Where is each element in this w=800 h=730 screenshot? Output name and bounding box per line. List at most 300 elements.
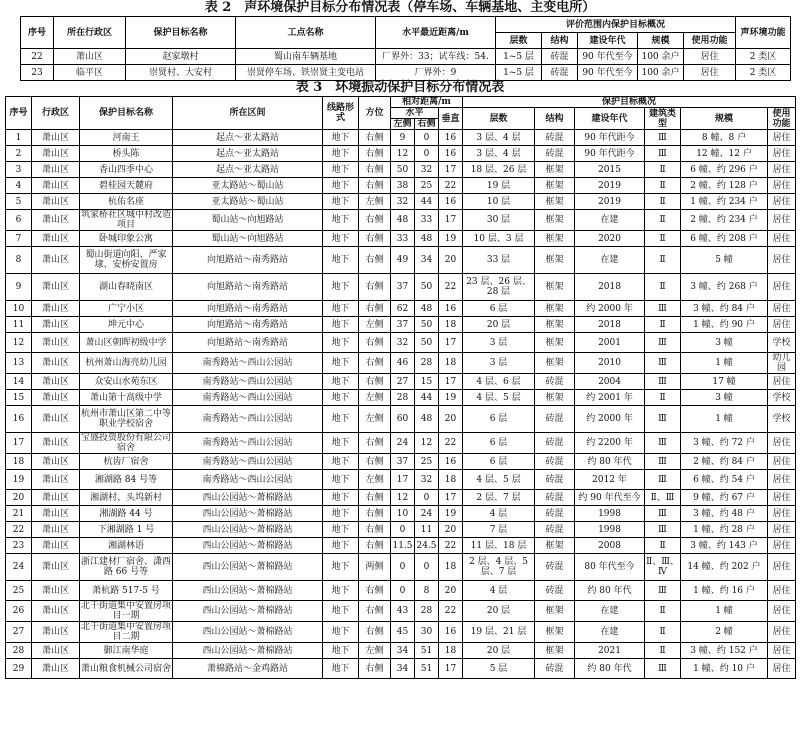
table-cell: 4 层、5 层 bbox=[463, 390, 535, 406]
table-cell: 居住 bbox=[768, 470, 796, 490]
table-cell: 湖山春晓南区 bbox=[80, 274, 173, 301]
table-cell: 10 层、3 层 bbox=[463, 231, 535, 247]
table-row bbox=[6, 601, 796, 622]
table-cell: Ⅲ bbox=[645, 454, 681, 470]
table-cell: 20 bbox=[6, 490, 32, 506]
table-cell: 1 幢 bbox=[681, 406, 768, 433]
table-cell: 御江南华庭 bbox=[80, 643, 173, 659]
table-cell: 砖混 bbox=[535, 146, 575, 162]
table-cell: 80 年代至今 bbox=[575, 554, 645, 581]
header-site: 工点名称 bbox=[236, 17, 376, 49]
table-cell: 17 bbox=[439, 210, 463, 231]
table-cell: 23 bbox=[6, 538, 32, 554]
table-cell: 18 bbox=[439, 554, 463, 581]
table-cell: 9 bbox=[391, 130, 415, 146]
table-cell: 23 层、26 层、28 层 bbox=[463, 274, 535, 301]
table-cell: 地下 bbox=[323, 522, 359, 538]
table-cell: 西山公园站～萧棉路站 bbox=[173, 538, 323, 554]
table-cell: 右侧 bbox=[359, 374, 391, 390]
table-row bbox=[6, 178, 796, 194]
table-cell: 向旭路站～南秀路站 bbox=[173, 301, 323, 317]
table-cell: 地下 bbox=[323, 194, 359, 210]
table-cell: 1~5 层 bbox=[496, 65, 542, 81]
table-cell: 2 类区 bbox=[736, 65, 791, 81]
table-row bbox=[6, 490, 796, 506]
table-cell: 居住 bbox=[768, 162, 796, 178]
table-cell: 13 bbox=[6, 353, 32, 374]
table-cell: 萧山区 bbox=[32, 433, 80, 454]
table-cell: 12 幢、12 户 bbox=[681, 146, 768, 162]
table-cell: 0 bbox=[415, 130, 439, 146]
table-cell: 众安山水苑东区 bbox=[80, 374, 173, 390]
table-cell: 27 bbox=[391, 374, 415, 390]
table-cell: 21 bbox=[6, 506, 32, 522]
table-cell: 框架 bbox=[535, 301, 575, 317]
table-cell: 2 幢 bbox=[681, 622, 768, 643]
table-cell: 2 幢、约 234 户 bbox=[681, 210, 768, 231]
table-row bbox=[6, 406, 796, 433]
table-cell: 居住 bbox=[768, 659, 796, 679]
table-cell: 11 层、18 层 bbox=[463, 538, 535, 554]
table-row bbox=[6, 194, 796, 210]
table-cell: 右侧 bbox=[359, 601, 391, 622]
table-cell: Ⅱ、Ⅲ、Ⅳ bbox=[645, 554, 681, 581]
table-cell: 框架 bbox=[535, 538, 575, 554]
header-direction: 方位 bbox=[359, 97, 391, 130]
table-cell: 2020 bbox=[575, 231, 645, 247]
table-cell: Ⅲ bbox=[645, 353, 681, 374]
table-cell: 2010 bbox=[575, 353, 645, 374]
table3-title: 表 3 环境振动保护目标分布情况表 bbox=[295, 80, 505, 95]
table-cell: Ⅱ bbox=[645, 643, 681, 659]
table-cell: 南秀路站～西山公园站 bbox=[173, 454, 323, 470]
table-cell: 3 层、4 层 bbox=[463, 130, 535, 146]
table-cell: 17 bbox=[439, 659, 463, 679]
table-cell: 约 80 年代 bbox=[575, 454, 645, 470]
table-cell: 右侧 bbox=[359, 454, 391, 470]
table-cell: 3 幢、约 48 户 bbox=[681, 506, 768, 522]
header-horizontal: 水平 bbox=[391, 108, 439, 119]
table-row bbox=[6, 231, 796, 247]
table-cell: 南秀路站～西山公园站 bbox=[173, 353, 323, 374]
table-cell: 1998 bbox=[575, 506, 645, 522]
table-cell: 右侧 bbox=[359, 659, 391, 679]
table-cell: 16 bbox=[439, 194, 463, 210]
table-cell: 地下 bbox=[323, 622, 359, 643]
table-row bbox=[6, 433, 796, 454]
table-cell: 11 bbox=[415, 522, 439, 538]
table2-body bbox=[21, 49, 791, 81]
table-cell: 地下 bbox=[323, 130, 359, 146]
table-cell: 萧山区 bbox=[32, 490, 80, 506]
table-cell: 29 bbox=[6, 659, 32, 679]
header-building-type: 建筑类型 bbox=[645, 108, 681, 130]
table-cell: 0 bbox=[415, 554, 439, 581]
table-cell: 左侧 bbox=[359, 390, 391, 406]
table-cell: 3 层、4 层 bbox=[463, 146, 535, 162]
table-cell: 地下 bbox=[323, 554, 359, 581]
table-cell: 居住 bbox=[768, 178, 796, 194]
table-cell: Ⅲ bbox=[645, 470, 681, 490]
table-row bbox=[6, 538, 796, 554]
table-cell: 62 bbox=[391, 301, 415, 317]
table-cell: 2004 bbox=[575, 374, 645, 390]
table-cell: 4 层 bbox=[463, 506, 535, 522]
table-cell: 幼儿园 bbox=[768, 353, 796, 374]
table-cell: 2008 bbox=[575, 538, 645, 554]
table-cell: 22 bbox=[6, 522, 32, 538]
table-cell: 6 层 bbox=[463, 433, 535, 454]
table-cell: 约 2000 年 bbox=[575, 301, 645, 317]
table-cell: 河南王 bbox=[80, 130, 173, 146]
table-cell: 左侧 bbox=[359, 317, 391, 333]
table-cell: 地下 bbox=[323, 643, 359, 659]
table-cell: Ⅲ bbox=[645, 659, 681, 679]
table-cell: 萧山第十高级中学 bbox=[80, 390, 173, 406]
table-cell: 3 层 bbox=[463, 333, 535, 353]
table-cell: 萧山区 bbox=[32, 522, 80, 538]
table-cell: 3 bbox=[6, 162, 32, 178]
table-cell: 框架 bbox=[535, 162, 575, 178]
table-cell: 12 bbox=[415, 433, 439, 454]
table-cell: 萧山区 bbox=[32, 130, 80, 146]
table-cell: 西山公园站～萧棉路站 bbox=[173, 490, 323, 506]
table-cell: 19 bbox=[439, 231, 463, 247]
table-cell: 17 bbox=[439, 333, 463, 353]
table-cell: 蜀山街道向阳、严家埭、安桥安置房 bbox=[80, 247, 173, 274]
table-cell: 左侧 bbox=[359, 406, 391, 433]
header-zone: 声环境功能 bbox=[736, 17, 791, 49]
table-cell: 37 bbox=[391, 274, 415, 301]
header-no: 序号 bbox=[6, 97, 32, 130]
table-cell: 48 bbox=[391, 210, 415, 231]
table-cell: 44 bbox=[415, 194, 439, 210]
header-floors: 层数 bbox=[496, 33, 542, 49]
table-cell: 学校 bbox=[768, 390, 796, 406]
table-cell: 框架 bbox=[535, 231, 575, 247]
header-vertical: 垂直 bbox=[439, 108, 463, 130]
table-cell: 萧山区 bbox=[32, 659, 80, 679]
table-cell: 居住 bbox=[768, 231, 796, 247]
table-cell: 0 bbox=[391, 522, 415, 538]
table-cell: 6 幢、约 54 户 bbox=[681, 470, 768, 490]
table-cell: 5 bbox=[6, 194, 32, 210]
table-cell: 萧山区 bbox=[32, 301, 80, 317]
table-cell: 西山公园站～萧棉路站 bbox=[173, 643, 323, 659]
table-cell: 框架 bbox=[535, 317, 575, 333]
table-cell: 2018 bbox=[575, 317, 645, 333]
table-cell: 居住 bbox=[768, 210, 796, 231]
table-cell: 萧山区 bbox=[32, 231, 80, 247]
table-cell: 1 幢、约 28 户 bbox=[681, 522, 768, 538]
table-cell: 32 bbox=[415, 162, 439, 178]
header-district: 所在行政区 bbox=[54, 17, 126, 49]
table-cell: 居住 bbox=[768, 554, 796, 581]
table-cell: 地下 bbox=[323, 353, 359, 374]
table-cell: 90 年代距今 bbox=[575, 146, 645, 162]
table-cell: 15 bbox=[6, 390, 32, 406]
table-cell: 7 bbox=[6, 231, 32, 247]
table-cell: 34 bbox=[391, 659, 415, 679]
table-cell: 框架 bbox=[535, 194, 575, 210]
table-cell: 居住 bbox=[684, 49, 736, 65]
table-cell: 学校 bbox=[768, 333, 796, 353]
table-cell: 居住 bbox=[768, 538, 796, 554]
table-cell: 南秀路站～西山公园站 bbox=[173, 433, 323, 454]
table-cell: 地下 bbox=[323, 390, 359, 406]
table-cell: 居住 bbox=[684, 65, 736, 81]
table-cell: 10 bbox=[391, 506, 415, 522]
table-cell: 萧山区 bbox=[32, 581, 80, 601]
table-cell: 约 80 年代 bbox=[575, 581, 645, 601]
table-cell: 16 bbox=[439, 146, 463, 162]
table-cell: 6 层 bbox=[463, 406, 535, 433]
table-cell: 2 类区 bbox=[736, 49, 791, 65]
table-cell: 赵家墩村 bbox=[126, 49, 236, 65]
table-cell: 萧山区 bbox=[32, 601, 80, 622]
table-cell: 28 bbox=[6, 643, 32, 659]
table-cell: 4 层、5 层 bbox=[463, 470, 535, 490]
table-cell: 萧山区 bbox=[32, 333, 80, 353]
table-cell: Ⅱ bbox=[645, 601, 681, 622]
header-year: 建设年代 bbox=[575, 108, 645, 130]
table-cell: Ⅱ bbox=[645, 247, 681, 274]
table-cell: 32 bbox=[391, 333, 415, 353]
table-cell: 杭齿厂宿舍 bbox=[80, 454, 173, 470]
header-group: 保护目标概况 bbox=[463, 97, 796, 108]
table-cell: 北干街道集中安置房项目二期 bbox=[81, 622, 172, 642]
table-cell: 2 层、4 层、5 层、7 层 bbox=[463, 554, 535, 581]
table-cell: 厂界外：9 bbox=[376, 65, 496, 81]
table-cell: 右侧 bbox=[359, 538, 391, 554]
table-row bbox=[6, 353, 796, 374]
table-cell: 地下 bbox=[323, 274, 359, 301]
table-cell: Ⅲ bbox=[645, 333, 681, 353]
table-cell: 左侧 bbox=[359, 643, 391, 659]
table-cell: 起点～亚太路站 bbox=[173, 130, 323, 146]
table-cell: 框架 bbox=[535, 601, 575, 622]
table-cell: Ⅱ bbox=[645, 390, 681, 406]
table-cell: 厂界外：33；试车线：54. bbox=[376, 49, 496, 65]
table-row bbox=[6, 301, 796, 317]
table-cell: 右侧 bbox=[359, 522, 391, 538]
table-cell: Ⅱ bbox=[645, 231, 681, 247]
table-cell: 砖混 bbox=[535, 130, 575, 146]
table-cell: 9 幢、约 67 户 bbox=[681, 490, 768, 506]
table-cell: 居住 bbox=[768, 194, 796, 210]
table-row bbox=[6, 333, 796, 353]
table-cell: 地下 bbox=[323, 490, 359, 506]
table-cell: 23 bbox=[21, 65, 54, 81]
table-cell: 砖混 bbox=[535, 374, 575, 390]
table-cell: 18 bbox=[439, 470, 463, 490]
table-cell: Ⅱ bbox=[645, 274, 681, 301]
table-row bbox=[21, 49, 791, 65]
table-cell: 32 bbox=[415, 470, 439, 490]
table-cell: 60 bbox=[391, 406, 415, 433]
table-cell: 25 bbox=[6, 581, 32, 601]
table-cell: 右侧 bbox=[359, 162, 391, 178]
table-cell: 萧山区 bbox=[32, 390, 80, 406]
table-cell: 萧山区 bbox=[32, 470, 80, 490]
table-cell: 1 bbox=[6, 130, 32, 146]
table-cell: 地下 bbox=[323, 470, 359, 490]
table-cell: 4 层 bbox=[463, 581, 535, 601]
table-cell: 地下 bbox=[323, 581, 359, 601]
table-cell: 19 bbox=[6, 470, 32, 490]
header-target-name: 保护目标名称 bbox=[126, 17, 236, 49]
table-cell: 右侧 bbox=[359, 353, 391, 374]
table-cell: 5 层 bbox=[463, 659, 535, 679]
table-cell: 居住 bbox=[768, 522, 796, 538]
table-cell: 16 bbox=[6, 406, 32, 433]
table-cell: Ⅱ bbox=[645, 317, 681, 333]
table-cell: 筑家桥社区城中村改造项目 bbox=[81, 210, 172, 230]
table-cell: 砖混 bbox=[535, 506, 575, 522]
table-cell: Ⅲ bbox=[645, 433, 681, 454]
table-cell: 居住 bbox=[768, 374, 796, 390]
table-cell: 右侧 bbox=[359, 490, 391, 506]
table-cell: 3 幢、约 143 户 bbox=[681, 538, 768, 554]
table-cell: 22 bbox=[439, 178, 463, 194]
table-cell: 7 层 bbox=[463, 522, 535, 538]
table-cell: 22 bbox=[439, 601, 463, 622]
table-cell: 湘湖路 84 号等 bbox=[80, 470, 173, 490]
table-cell: 20 bbox=[439, 581, 463, 601]
table-cell: 砖混 bbox=[535, 490, 575, 506]
table-row bbox=[6, 506, 796, 522]
table-cell: 18 bbox=[439, 317, 463, 333]
header-group: 评价范围内保护目标概况 bbox=[496, 17, 736, 33]
table-cell: Ⅲ bbox=[645, 406, 681, 433]
table-cell: 萧山粮食机械公司宿舍 bbox=[80, 659, 173, 679]
table-cell: 砖混 bbox=[535, 470, 575, 490]
table-cell: 16 bbox=[439, 454, 463, 470]
table-cell: 萧山区 bbox=[32, 374, 80, 390]
table-cell: 萧山区 bbox=[32, 406, 80, 433]
table-cell: 16 bbox=[439, 301, 463, 317]
table-cell: 在建 bbox=[575, 247, 645, 274]
table-cell: Ⅲ bbox=[645, 301, 681, 317]
table-cell: 3 幢 bbox=[681, 333, 768, 353]
table-cell: 下湘湖路 1 号 bbox=[80, 522, 173, 538]
table-cell: 亚太路站～蜀山站 bbox=[173, 178, 323, 194]
table-cell: 6 幢、约 208 户 bbox=[681, 231, 768, 247]
table-cell: 向旭路站～南秀路站 bbox=[173, 247, 323, 274]
table-cell: 桥头陈 bbox=[80, 146, 173, 162]
table-cell: 右侧 bbox=[359, 130, 391, 146]
table-cell: 30 bbox=[415, 622, 439, 643]
header-left: 左侧 bbox=[391, 119, 415, 130]
table-cell: 起点～亚太路站 bbox=[173, 146, 323, 162]
table-cell: 右侧 bbox=[359, 506, 391, 522]
table-cell: 居住 bbox=[768, 454, 796, 470]
table-row bbox=[6, 317, 796, 333]
table-cell: 44 bbox=[415, 390, 439, 406]
table-cell: 居住 bbox=[768, 581, 796, 601]
table-cell: 地下 bbox=[323, 301, 359, 317]
table-cell: 南秀路站～西山公园站 bbox=[173, 470, 323, 490]
table-cell: 2 幢、约 84 户 bbox=[681, 454, 768, 470]
table-cell: 1998 bbox=[575, 522, 645, 538]
table-cell: 框架 bbox=[535, 247, 575, 274]
header-relative-distance: 相对距离/m bbox=[391, 97, 463, 108]
table-cell: 6 层 bbox=[463, 454, 535, 470]
table-cell: 地下 bbox=[323, 506, 359, 522]
table-cell: 萧杭路 517-5 号 bbox=[80, 581, 173, 601]
table-cell: 18 bbox=[439, 643, 463, 659]
header-target-name: 保护目标名称 bbox=[80, 97, 173, 130]
table-cell: 19 层、21 层 bbox=[463, 622, 535, 643]
header-structure: 结构 bbox=[535, 108, 575, 130]
table-cell: 0 bbox=[415, 146, 439, 162]
table-cell: 49 bbox=[391, 247, 415, 274]
table-cell: 萧山区 bbox=[32, 194, 80, 210]
table-cell: 杭佑名座 bbox=[80, 194, 173, 210]
table-cell: 48 bbox=[415, 231, 439, 247]
table-cell: 萧山区 bbox=[32, 274, 80, 301]
table-cell: 向旭路站～南秀路站 bbox=[173, 333, 323, 353]
table-cell: Ⅱ bbox=[645, 178, 681, 194]
table-cell: 砖混 bbox=[542, 65, 578, 81]
table-cell: 1 幢、约 10 户 bbox=[681, 659, 768, 679]
table-cell: 地下 bbox=[323, 374, 359, 390]
table-cell: 28 bbox=[391, 390, 415, 406]
table-cell: 51 bbox=[415, 643, 439, 659]
table-cell: 3 幢、约 84 户 bbox=[681, 301, 768, 317]
table-cell: 10 bbox=[6, 301, 32, 317]
table-cell: 1 幢、约 234 户 bbox=[681, 194, 768, 210]
table-cell: 48 bbox=[415, 301, 439, 317]
table-cell: 西山公园站～萧棉路站 bbox=[173, 522, 323, 538]
table-row bbox=[6, 247, 796, 274]
table-cell: 框架 bbox=[535, 643, 575, 659]
noise-protection-table bbox=[20, 16, 791, 81]
table-cell: 湘湖路 44 号 bbox=[80, 506, 173, 522]
table-cell: 3 幢、约 268 户 bbox=[681, 274, 768, 301]
table-cell: 24 bbox=[391, 433, 415, 454]
table-cell: 西山公园站～萧棉路站 bbox=[173, 581, 323, 601]
table-cell: 20 层 bbox=[463, 317, 535, 333]
header-section: 所在区间 bbox=[173, 97, 323, 130]
table-cell: 22 bbox=[439, 433, 463, 454]
table-row bbox=[6, 374, 796, 390]
table-cell: 居住 bbox=[768, 433, 796, 454]
table-cell: 38 bbox=[391, 178, 415, 194]
table-cell: 11.5 bbox=[391, 538, 415, 554]
table-cell: 在建 bbox=[575, 622, 645, 643]
table-cell: 2 幢、约 128 户 bbox=[681, 178, 768, 194]
table-row bbox=[6, 622, 796, 643]
table-cell: 6 层 bbox=[463, 301, 535, 317]
table-cell: 右侧 bbox=[359, 146, 391, 162]
table-cell: 19 bbox=[439, 506, 463, 522]
table-cell: 43 bbox=[391, 601, 415, 622]
table-cell: 48 bbox=[415, 406, 439, 433]
table-cell: 萧山区 bbox=[32, 353, 80, 374]
table-cell: 26 bbox=[6, 601, 32, 622]
vibration-protection-table bbox=[5, 96, 796, 679]
table-row bbox=[6, 659, 796, 679]
table-cell: 砖混 bbox=[535, 406, 575, 433]
table-cell: 在建 bbox=[575, 210, 645, 231]
header-line-form: 线路形式 bbox=[323, 97, 359, 130]
table-cell: 西山公园站～萧棉路站 bbox=[173, 554, 323, 581]
table-cell: 居住 bbox=[768, 490, 796, 506]
table-cell: 右侧 bbox=[359, 333, 391, 353]
table-cell: 3 幢 bbox=[681, 390, 768, 406]
table-cell: 右侧 bbox=[359, 210, 391, 231]
